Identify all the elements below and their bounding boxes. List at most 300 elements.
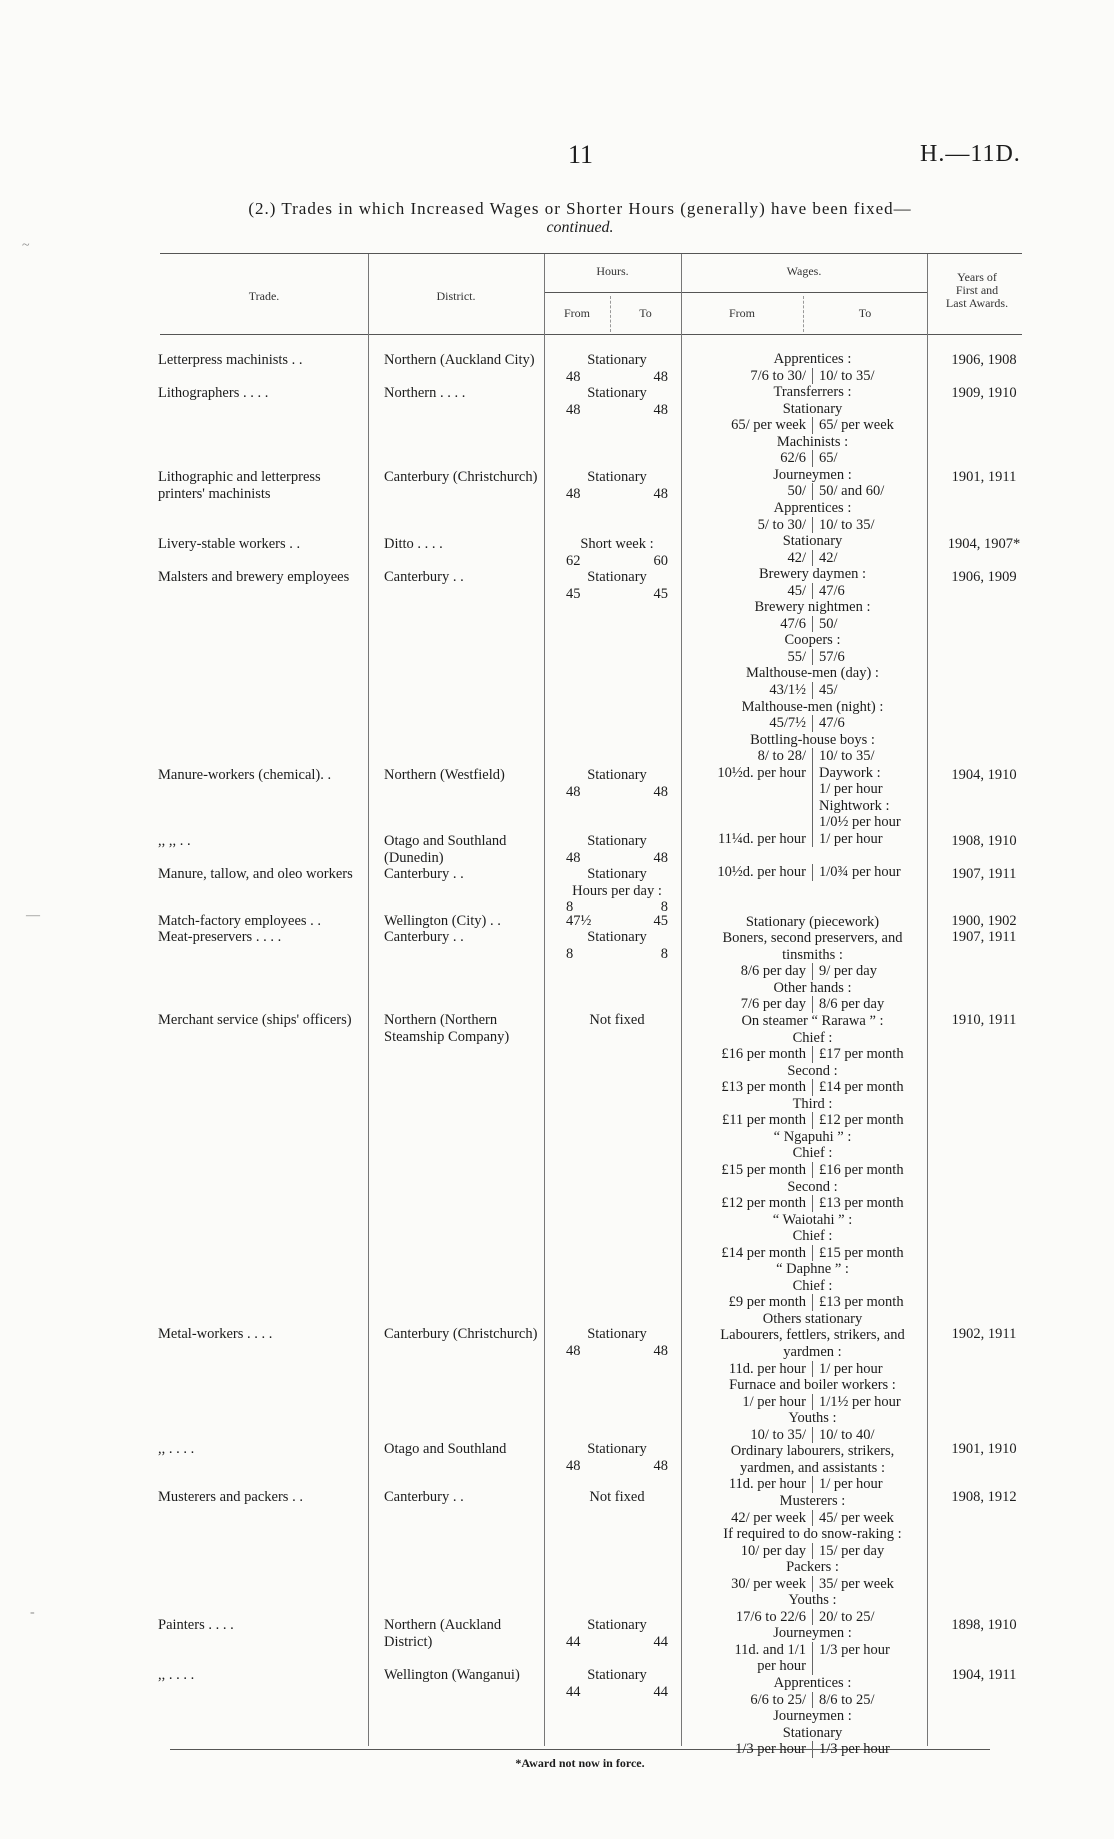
wages-label: Coopers : xyxy=(784,632,841,649)
wages-pair xyxy=(690,715,935,732)
row-district: Northern (Auckland District) xyxy=(384,1617,502,1650)
wage-to: 9/ per day xyxy=(812,963,935,980)
header-hours-from: From xyxy=(563,306,590,320)
row-hours xyxy=(558,469,676,502)
hours-line: Stationary xyxy=(587,1667,647,1683)
wage-to: 10/ to 35/ xyxy=(812,517,935,534)
row-district: Canterbury . . xyxy=(384,1489,464,1505)
wage-from: 62/6 xyxy=(780,450,806,467)
hours-to-value: 48 xyxy=(653,485,668,502)
wage-from: 45/7½ xyxy=(769,715,806,732)
wages-label: Brewery daymen : xyxy=(758,566,867,583)
row-hours xyxy=(558,1667,676,1700)
row-trade: Lithographers . . . . xyxy=(158,385,269,401)
wages-pair xyxy=(690,781,935,798)
header-years-line-1: Years of xyxy=(957,270,997,284)
wage-from: 45/ xyxy=(787,582,806,599)
header-bottom-rule xyxy=(160,334,1022,335)
wages-pair xyxy=(690,798,935,815)
scan-mark: - xyxy=(30,1605,35,1620)
hours-line xyxy=(558,586,676,603)
wages-pair xyxy=(690,550,935,567)
wages-label: “ Ngapuhi ” : xyxy=(773,1128,852,1145)
wage-from: £16 per month xyxy=(721,1046,806,1063)
row-district: Northern (Auckland City) xyxy=(384,352,535,368)
hours-from-value: 44 xyxy=(566,1633,581,1650)
footnote: *Award not now in force. xyxy=(515,1756,645,1770)
wage-from: 10/ per day xyxy=(740,1542,806,1559)
wages-pair xyxy=(690,1609,935,1626)
wage-from: 7/6 per day xyxy=(740,996,806,1013)
wages-subheader-rule xyxy=(681,292,927,293)
section-heading: (2.) Trades in which Increased Wages or Shorter Hours (generally) have been fixed— xyxy=(248,199,912,218)
wage-from: £9 per month xyxy=(728,1294,806,1311)
hours-line xyxy=(558,1634,676,1651)
hours-to-value: 48 xyxy=(653,1457,668,1474)
wage-from: 1/3 per hour xyxy=(735,1741,806,1758)
hours-from-value: 8 xyxy=(566,899,574,915)
wages-label: Malthouse-men (day) : xyxy=(746,665,879,682)
hours-line: Stationary xyxy=(587,1441,647,1457)
wages-pair xyxy=(690,1543,935,1560)
hours-line: Not fixed xyxy=(589,1012,645,1028)
row-district: Wellington (Wanganui) xyxy=(384,1667,520,1683)
row-hours xyxy=(558,569,676,602)
wages-pair xyxy=(690,1692,935,1709)
wage-to: 1/0¾ per hour xyxy=(812,864,935,881)
row-trade: Painters . . . . xyxy=(158,1617,234,1633)
wage-from: 6/6 to 25/ xyxy=(750,1691,806,1708)
wage-to xyxy=(812,1658,935,1675)
wage-from: 5/ to 30/ xyxy=(757,516,806,533)
wages-label: Chief : xyxy=(792,1277,833,1294)
row-years: 1910, 1911 xyxy=(951,1012,1017,1028)
hours-line: Stationary xyxy=(587,385,647,401)
wage-from: 7/6 to 30/ xyxy=(750,367,806,384)
wages-pair xyxy=(690,963,935,980)
row-hours xyxy=(558,833,676,866)
wage-from: 55/ xyxy=(787,648,806,665)
row-years: 1907, 1911 xyxy=(951,866,1017,882)
hours-line: Stationary xyxy=(587,767,647,783)
wage-to: 65/ xyxy=(812,450,935,467)
wages-pair xyxy=(690,1112,935,1129)
wage-from xyxy=(690,781,812,798)
hours-from-value: 48 xyxy=(566,485,581,502)
wage-to: 1/ per hour xyxy=(812,781,935,798)
wage-from: 11d. and 1/1 xyxy=(734,1641,806,1658)
row-trade: ,, ,, . . xyxy=(158,833,191,849)
row-hours xyxy=(558,1326,676,1359)
row-trade: Manure, tallow, and oleo workers xyxy=(158,866,353,882)
wage-from xyxy=(690,814,812,831)
wage-from: £13 per month xyxy=(721,1079,806,1096)
hours-to-value: 44 xyxy=(653,1683,668,1700)
header-hours-to: To xyxy=(639,306,652,320)
row-district: Otago and Southland (Dunedin) xyxy=(384,833,507,866)
wages-label: “ Waiotahi ” : xyxy=(772,1211,853,1228)
row-district: Northern (Westfield) xyxy=(384,767,505,783)
row-trade: Musterers and packers . . xyxy=(158,1489,303,1505)
hours-line: Stationary xyxy=(587,469,647,485)
wages-label: Stationary xyxy=(782,400,843,417)
wages-label: Journeymen : xyxy=(773,1625,852,1642)
wages-pair xyxy=(690,814,935,831)
row-years: 1904, 1910 xyxy=(951,767,1017,783)
scan-mark: — xyxy=(26,908,40,923)
wages-pair xyxy=(690,864,935,881)
row-district: Canterbury . . xyxy=(384,569,464,585)
wages-pair xyxy=(690,1294,935,1311)
wages-pair xyxy=(690,1245,935,1262)
hours-to-value: 48 xyxy=(653,401,668,418)
wage-from: 10½d. per hour xyxy=(717,764,806,781)
hours-to-value: 44 xyxy=(653,1633,668,1650)
row-years: 1904, 1911 xyxy=(951,1667,1017,1683)
wages-label: yardmen : xyxy=(783,1344,842,1360)
wages-label: Other hands : xyxy=(773,979,852,996)
wages-label: Second : xyxy=(787,1178,838,1195)
row-years: 1900, 1902 xyxy=(951,913,1017,929)
wage-to: 15/ per day xyxy=(812,1543,935,1560)
row-hours xyxy=(558,1441,676,1474)
hours-line xyxy=(558,1343,676,1360)
row-hours xyxy=(558,1012,676,1029)
wages-pair xyxy=(690,1162,935,1179)
wage-to: 1/3 per hour xyxy=(812,1741,935,1758)
wages-pair xyxy=(690,1510,935,1527)
table-top-rule xyxy=(160,253,1022,254)
header-trade: Trade. xyxy=(248,289,280,303)
wage-to: 50/ xyxy=(812,616,935,633)
wage-from: 42/ per week xyxy=(731,1509,806,1526)
wages-label: Apprentices : xyxy=(773,1675,852,1691)
hours-line: Not fixed xyxy=(589,1489,645,1505)
wages-pair xyxy=(690,765,935,782)
wages-label: Stationary (piecework) xyxy=(745,913,880,930)
hours-line: Stationary xyxy=(587,866,647,882)
hours-line xyxy=(558,1458,676,1475)
row-district: Ditto . . . . xyxy=(384,536,443,552)
row-trade: Livery-stable workers . . xyxy=(158,536,301,552)
wages-pair xyxy=(690,649,935,666)
hours-to-value: 48 xyxy=(653,783,668,800)
row-hours xyxy=(558,536,676,569)
wages-label: Bottling-house boys : xyxy=(750,731,875,748)
row-trade: Merchant service (ships' officers) xyxy=(158,1012,352,1028)
wage-from: £15 per month xyxy=(721,1161,806,1178)
wage-to: 45/ xyxy=(812,682,935,699)
wages-label: Third : xyxy=(792,1095,833,1112)
wages-label: Transferrers : xyxy=(773,384,852,401)
wage-from: 8/ to 28/ xyxy=(757,748,806,765)
hours-from-value: 8 xyxy=(566,945,574,962)
hours-line xyxy=(558,553,676,570)
row-district: Canterbury . . xyxy=(384,929,464,945)
wage-from: 65/ per week xyxy=(731,417,806,434)
row-trade: ,, . . . . xyxy=(158,1441,195,1457)
row-hours xyxy=(558,1617,676,1650)
wages-label: If required to do snow-raking : xyxy=(723,1526,902,1543)
row-years: 1908, 1910 xyxy=(951,833,1017,849)
wages-label: Others stationary xyxy=(762,1310,863,1327)
wage-to: Nightwork : xyxy=(812,798,935,815)
hours-line: Stationary xyxy=(587,929,647,945)
hours-from-value: 48 xyxy=(566,401,581,418)
hours-line: Stationary xyxy=(587,833,647,849)
hours-line xyxy=(558,784,676,801)
row-trade: Letterpress machinists . . xyxy=(158,352,303,368)
wage-to: 42/ xyxy=(812,550,935,567)
row-hours xyxy=(558,1489,676,1506)
page-code: H.—11D. xyxy=(920,141,1021,167)
row-hours xyxy=(558,352,676,385)
wage-to: 1/ per hour xyxy=(812,1476,935,1493)
header-wages-from: From xyxy=(728,306,755,320)
wages-pair xyxy=(690,616,935,633)
wage-to: 47/6 xyxy=(812,583,935,600)
wage-to: 45/ per week xyxy=(812,1510,935,1527)
hours-from-value: 48 xyxy=(566,1457,581,1474)
header-wages: Wages. xyxy=(786,264,822,278)
wages-pair xyxy=(690,517,935,534)
wages-label: yardmen, and assistants : xyxy=(740,1459,885,1476)
row-hours xyxy=(558,385,676,418)
wages-label: Machinists : xyxy=(776,433,849,450)
hours-to-value: 48 xyxy=(653,1342,668,1359)
wage-to: 10/ to 35/ xyxy=(812,368,935,385)
page-number: 11 xyxy=(568,140,594,169)
wages-pair xyxy=(690,450,935,467)
wage-to: 1/3 per hour xyxy=(812,1642,935,1659)
row-district: Northern . . . . xyxy=(384,385,466,401)
wage-to: 50/ and 60/ xyxy=(812,483,935,500)
row-years: 1907, 1911 xyxy=(951,929,1017,945)
column-divider-trade xyxy=(368,254,369,1746)
hours-from-value: 44 xyxy=(566,1683,581,1700)
wages-label: “ Daphne ” : xyxy=(776,1261,849,1278)
row-district: Canterbury (Christchurch) xyxy=(384,469,538,485)
wage-to: 1/ per hour xyxy=(812,831,935,848)
wages-pair xyxy=(690,583,935,600)
row-hours xyxy=(558,913,676,930)
row-years: 1906, 1909 xyxy=(951,569,1017,585)
wage-to: £17 per month xyxy=(812,1046,935,1063)
wage-to: 1/0½ per hour xyxy=(812,814,935,831)
wage-from: 1/ per hour xyxy=(742,1393,806,1410)
header-wages-to: To xyxy=(858,306,872,320)
row-trade: Malsters and brewery employees xyxy=(158,569,350,585)
row-district: Canterbury (Christchurch) xyxy=(384,1326,538,1342)
row-district: Otago and Southland xyxy=(384,1441,507,1457)
wages-pair xyxy=(690,417,935,434)
wages-pair xyxy=(690,996,935,1013)
wages-pair xyxy=(690,1394,935,1411)
wages-label: Apprentices : xyxy=(773,499,852,516)
hours-line: Stationary xyxy=(587,1326,647,1342)
wages-label: Furnace and boiler workers : xyxy=(729,1377,896,1394)
wage-to: 8/6 to 25/ xyxy=(812,1692,935,1709)
wage-to: £15 per month xyxy=(812,1245,935,1262)
wage-from: £14 per month xyxy=(721,1244,806,1261)
hours-line: Stationary xyxy=(587,352,647,368)
wages-pair xyxy=(690,1046,935,1063)
hours-line xyxy=(558,1684,676,1701)
row-district: Canterbury . . xyxy=(384,866,464,882)
hours-line: Hours per day : xyxy=(572,882,662,899)
hours-from-value: 48 xyxy=(566,849,581,866)
wage-to: 8/6 per day xyxy=(812,996,935,1013)
row-district: Wellington (City) . . xyxy=(384,913,501,929)
wages-pair xyxy=(690,1079,935,1096)
hours-to-value: 8 xyxy=(660,945,668,962)
wages-label: Second : xyxy=(787,1062,838,1079)
hours-to-value: 45 xyxy=(653,913,668,929)
wages-pair xyxy=(690,1476,935,1493)
wage-from: 10/ to 35/ xyxy=(750,1426,806,1443)
wages-label: Stationary xyxy=(782,533,843,550)
wages-pair xyxy=(690,1195,935,1212)
hours-to-value: 45 xyxy=(653,585,668,602)
wage-to: 57/6 xyxy=(812,649,935,666)
section-heading-continued: continued. xyxy=(546,219,614,236)
wage-to: 10/ to 40/ xyxy=(812,1427,935,1444)
hours-from-value: 47½ xyxy=(566,913,592,929)
hours-line xyxy=(558,486,676,503)
wage-from: 47/6 xyxy=(780,615,806,632)
row-hours xyxy=(558,866,676,916)
wage-from: 17/6 to 22/6 xyxy=(735,1608,806,1625)
wages-label: Boners, second preservers, and xyxy=(722,930,903,947)
wages-label: Packers : xyxy=(786,1559,839,1576)
wages-pair xyxy=(690,483,935,500)
wages-label: Chief : xyxy=(792,1228,833,1245)
row-trade: Match-factory employees . . xyxy=(158,913,322,929)
hours-from-value: 48 xyxy=(566,368,581,385)
wages-label: Ordinary labourers, strikers, xyxy=(730,1443,895,1460)
hours-line xyxy=(558,946,676,963)
wages-label: Chief : xyxy=(792,1029,833,1046)
wage-from: £11 per month xyxy=(721,1112,806,1129)
wage-to: £16 per month xyxy=(812,1162,935,1179)
hours-from-value: 45 xyxy=(566,585,581,602)
wage-to: 47/6 xyxy=(812,715,935,732)
hours-line xyxy=(558,913,676,930)
wages-label: Apprentices : xyxy=(773,351,852,367)
column-divider-hours xyxy=(681,254,682,1746)
header-years-line-2: First and xyxy=(955,283,999,297)
row-trade: ,, . . . . xyxy=(158,1667,195,1683)
wages-label: Chief : xyxy=(792,1145,833,1162)
hours-line: Short week : xyxy=(580,536,654,552)
row-trade: Metal-workers . . . . xyxy=(158,1326,273,1342)
wages-label: tinsmiths : xyxy=(782,946,843,963)
hours-from-value: 48 xyxy=(566,783,581,800)
row-hours xyxy=(558,929,676,962)
wage-from: 50/ xyxy=(787,483,806,500)
hours-to-value: 48 xyxy=(653,368,668,385)
wage-from: 30/ per week xyxy=(731,1575,806,1592)
wages-label: Brewery nightmen : xyxy=(754,599,871,616)
wages-pair xyxy=(690,748,935,765)
wages-label: On steamer “ Rarawa ” : xyxy=(741,1013,884,1029)
hours-to-value: 60 xyxy=(653,552,668,569)
wage-to: 65/ per week xyxy=(812,417,935,434)
wage-from xyxy=(690,798,812,815)
hours-to-value: 48 xyxy=(653,849,668,866)
wages-pair xyxy=(690,1576,935,1593)
wages-label: Youths : xyxy=(788,1592,837,1609)
wage-to: Daywork : xyxy=(812,765,935,782)
wages-pair xyxy=(690,368,935,385)
hours-from-value: 48 xyxy=(566,1342,581,1359)
hours-to-value: 8 xyxy=(660,899,668,915)
wage-from: 10½d. per hour xyxy=(717,864,806,881)
wages-label: Journeymen : xyxy=(773,1708,852,1725)
row-years: 1901, 1910 xyxy=(951,1441,1017,1457)
wages-label: Musterers : xyxy=(779,1492,846,1509)
row-years: 1909, 1910 xyxy=(951,385,1017,401)
hours-line xyxy=(558,402,676,419)
hours-line xyxy=(558,369,676,386)
wages-pair xyxy=(690,1361,935,1378)
wages-label: Malthouse-men (night) : xyxy=(741,698,884,715)
wage-to: £13 per month xyxy=(812,1195,935,1212)
wage-from: 43/1½ xyxy=(769,682,806,698)
wage-to: 20/ to 25/ xyxy=(812,1609,935,1626)
header-years-line-3: Last Awards. xyxy=(945,296,1009,310)
wage-from: £12 per month xyxy=(721,1195,806,1212)
wages-pair xyxy=(690,682,935,699)
wages-pair xyxy=(690,1658,935,1675)
row-trade: Manure-workers (chemical). . xyxy=(158,767,332,783)
row-years: 1902, 1911 xyxy=(951,1326,1017,1342)
scan-mark: ~ xyxy=(22,238,30,253)
row-years: 1901, 1911 xyxy=(951,469,1017,485)
column-divider-district xyxy=(544,254,545,1746)
wages-label: Stationary xyxy=(782,1724,843,1741)
wage-to: 1/ per hour xyxy=(812,1361,935,1378)
wages-pair xyxy=(690,1427,935,1444)
wage-to: 1/1½ per hour xyxy=(812,1394,935,1411)
header-district: District. xyxy=(436,289,476,303)
row-years: 1906, 1908 xyxy=(951,352,1017,368)
wage-from: 11d. per hour xyxy=(728,1476,806,1493)
header-years xyxy=(927,271,1027,310)
wages-pair xyxy=(690,1642,935,1659)
wage-to: £14 per month xyxy=(812,1079,935,1096)
wage-from: 42/ xyxy=(787,549,806,566)
wage-to: £12 per month xyxy=(812,1112,935,1129)
row-years: 1898, 1910 xyxy=(951,1617,1017,1633)
header-hours: Hours. xyxy=(596,264,629,278)
wage-from: 11d. per hour xyxy=(728,1360,806,1377)
row-trade: Lithographic and letterpress printers' machinists xyxy=(158,469,321,502)
wages-label: Labourers, fettlers, strikers, and xyxy=(720,1327,905,1344)
wages-label: Youths : xyxy=(788,1410,837,1427)
row-district: Northern (Northern Steamship Company) xyxy=(384,1012,510,1045)
row-trade: Meat-preservers . . . . xyxy=(158,929,282,945)
wage-from: per hour xyxy=(757,1658,806,1675)
hours-from-value: 62 xyxy=(566,552,581,569)
row-years: 1908, 1912 xyxy=(951,1489,1017,1505)
wage-from: 8/6 per day xyxy=(740,963,806,980)
wage-to: 10/ to 35/ xyxy=(812,748,935,765)
row-hours xyxy=(558,767,676,800)
wages-label: Journeymen : xyxy=(773,466,852,483)
hours-line: Stationary xyxy=(587,569,647,585)
wage-to: 35/ per week xyxy=(812,1576,935,1593)
